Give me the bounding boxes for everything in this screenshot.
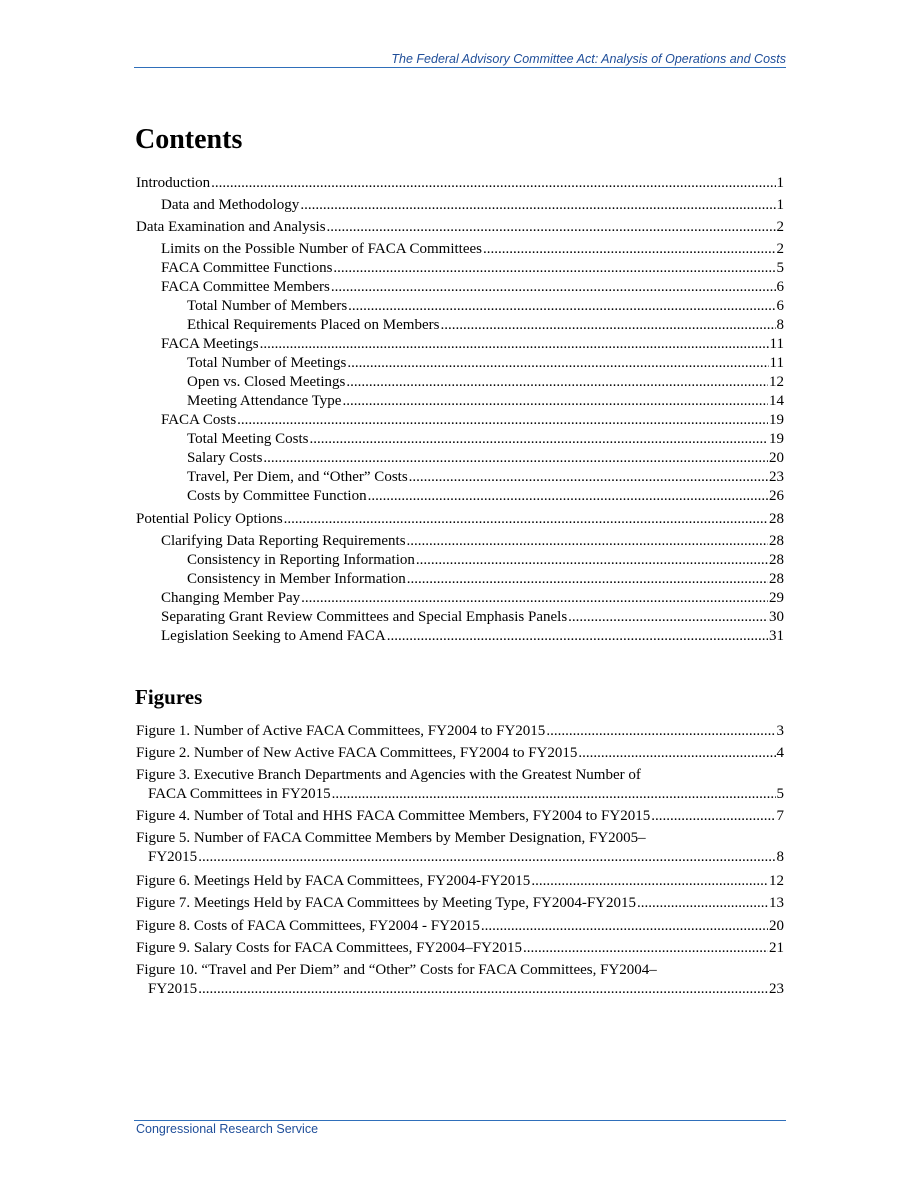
dot-leader (263, 449, 768, 468)
figure-entry-5[interactable] (136, 848, 784, 867)
toc-entry-label: Limits on the Possible Number of FACA Committees (161, 241, 482, 257)
dot-leader (300, 196, 775, 215)
figure-entry-4[interactable] (136, 807, 784, 826)
toc-entry-total-meeting-costs[interactable] (136, 430, 784, 449)
dot-leader (327, 218, 776, 237)
figure-entry-9[interactable] (136, 939, 784, 958)
figure-entry-5-first-line[interactable]: Figure 5. Number of FACA Committee Members by Member Designation, FY2005– (136, 830, 646, 846)
toc-entry-page: 11 (769, 355, 784, 371)
figure-entry-page: 3 (776, 723, 784, 739)
toc-entry-introduction[interactable] (136, 174, 784, 193)
dot-leader (481, 917, 768, 936)
toc-entry-label: Consistency in Reporting Information (187, 552, 415, 568)
figure-entry-label-continued: FY2015 (148, 981, 198, 997)
toc-entry-costs-by-function[interactable] (136, 487, 784, 506)
toc-entry-faca-costs[interactable] (136, 411, 784, 430)
figure-entry-7[interactable] (136, 894, 784, 913)
dot-leader (531, 872, 768, 891)
toc-entry-clarifying-requirements[interactable] (136, 532, 784, 551)
dot-leader (348, 297, 775, 316)
dot-leader (309, 430, 768, 449)
toc-entry-label: Open vs. Closed Meetings (187, 374, 346, 390)
dot-leader (198, 848, 775, 867)
figure-entry-label: Figure 1. Number of Active FACA Committees, FY2004 to FY2015 (136, 723, 546, 739)
dot-leader (332, 785, 776, 804)
toc-entry-page: 14 (769, 393, 784, 409)
toc-entry-label: Introduction (136, 175, 211, 191)
toc-entry-label: Data Examination and Analysis (136, 219, 326, 235)
figure-entry-page: 4 (776, 745, 784, 761)
toc-entry-page: 30 (769, 609, 784, 625)
dot-leader (198, 980, 768, 999)
toc-entry-faca-meetings[interactable] (136, 335, 784, 354)
figure-entry-label: Figure 4. Number of Total and HHS FACA Committee Members, FY2004 to FY2015 (136, 808, 651, 824)
figure-entry-8[interactable] (136, 917, 784, 936)
toc-entry-policy-options[interactable] (136, 510, 784, 529)
toc-entry-open-closed[interactable] (136, 373, 784, 392)
toc-entry-travel-costs[interactable] (136, 468, 784, 487)
toc-entry-limits[interactable] (136, 240, 784, 259)
toc-entry-page: 20 (769, 450, 784, 466)
toc-entry-page: 8 (776, 317, 784, 333)
toc-entry-label: FACA Meetings (161, 336, 259, 352)
dot-leader (407, 532, 768, 551)
toc-entry-label: FACA Committee Members (161, 279, 330, 295)
figure-entry-6[interactable] (136, 872, 784, 891)
figure-entry-3[interactable] (136, 785, 784, 804)
figures-list (136, 722, 784, 1002)
dot-leader (651, 807, 775, 826)
figure-entry-3-first-line[interactable]: Figure 3. Executive Branch Departments and Agencies with the Greatest Number of (136, 767, 641, 783)
toc-entry-page: 2 (776, 219, 784, 235)
toc-entry-data-and-methodology[interactable] (136, 196, 784, 215)
figure-entry-2[interactable] (136, 744, 784, 763)
toc-entry-label: Consistency in Member Information (187, 571, 406, 587)
figures-heading: Figures (135, 685, 203, 709)
figure-entry-label: Figure 9. Salary Costs for FACA Committees, FY2004–FY2015 (136, 940, 522, 956)
toc-entry-page: 2 (776, 241, 784, 257)
dot-leader (387, 627, 768, 646)
toc-entry-attendance-type[interactable] (136, 392, 784, 411)
toc-entry-page: 6 (776, 298, 784, 314)
dot-leader (301, 589, 768, 608)
toc-entry-salary-costs[interactable] (136, 449, 784, 468)
toc-entry-committee-members[interactable] (136, 278, 784, 297)
dot-leader (331, 278, 776, 297)
toc-entry-label: FACA Costs (161, 412, 237, 428)
figure-entry-label-continued: FY2015 (148, 849, 198, 865)
toc-entry-label: FACA Committee Functions (161, 260, 333, 276)
toc-entry-page: 11 (769, 336, 784, 352)
figure-entry-label: Figure 2. Number of New Active FACA Committees, FY2004 to FY2015 (136, 745, 578, 761)
dot-leader (546, 722, 775, 741)
toc-entry-label: Potential Policy Options (136, 511, 283, 527)
contents-list (136, 174, 784, 654)
toc-entry-page: 31 (769, 628, 784, 644)
toc-entry-page: 29 (769, 590, 784, 606)
dot-leader (416, 551, 768, 570)
toc-entry-page: 28 (769, 571, 784, 587)
toc-entry-page: 19 (769, 412, 784, 428)
toc-entry-page: 5 (776, 260, 784, 276)
toc-entry-page: 1 (776, 175, 784, 191)
dot-leader (637, 894, 768, 913)
dot-leader (440, 316, 775, 335)
dot-leader (333, 259, 775, 278)
figure-entry-label-continued: FACA Committees in FY2015 (148, 786, 331, 802)
dot-leader (260, 335, 769, 354)
dot-leader (407, 570, 768, 589)
toc-entry-page: 28 (769, 511, 784, 527)
figure-entry-page: 13 (769, 895, 784, 911)
figure-entry-label: Figure 6. Meetings Held by FACA Committees, FY2004-FY2015 (136, 873, 531, 889)
running-header: The Federal Advisory Committee Act: Analysis of Operations and Costs (134, 52, 786, 68)
toc-entry-page: 26 (769, 488, 784, 504)
toc-entry-label: Separating Grant Review Committees and Special Emphasis Panels (161, 609, 568, 625)
toc-entry-label: Ethical Requirements Placed on Members (187, 317, 440, 333)
figure-entry-label: Figure 8. Costs of FACA Committees, FY2004 - FY2015 (136, 918, 480, 934)
toc-entry-label: Total Number of Meetings (187, 355, 347, 371)
toc-entry-consistency-member[interactable] (136, 570, 784, 589)
figure-entry-10-first-line[interactable]: Figure 10. “Travel and Per Diem” and “Other” Costs for FACA Committees, FY2004– (136, 962, 657, 978)
toc-entry-separating-grant-review[interactable] (136, 608, 784, 627)
toc-entry-label: Salary Costs (187, 450, 263, 466)
toc-entry-data-examination[interactable] (136, 218, 784, 237)
figure-entry-page: 7 (776, 808, 784, 824)
toc-entry-page: 1 (776, 197, 784, 213)
dot-leader (346, 373, 768, 392)
figure-entry-page: 20 (769, 918, 784, 934)
toc-entry-page: 12 (769, 374, 784, 390)
toc-entry-label: Meeting Attendance Type (187, 393, 342, 409)
figure-entry-page: 21 (769, 940, 784, 956)
figure-entry-page: 12 (769, 873, 784, 889)
toc-entry-page: 28 (769, 533, 784, 549)
contents-heading: Contents (135, 124, 243, 155)
dot-leader (523, 939, 768, 958)
figure-entry-1[interactable] (136, 722, 784, 741)
toc-entry-label: Total Number of Members (187, 298, 348, 314)
dot-leader (342, 392, 768, 411)
toc-entry-consistency-reporting[interactable] (136, 551, 784, 570)
figure-entry-page: 8 (776, 849, 784, 865)
toc-entry-changing-member-pay[interactable] (136, 589, 784, 608)
toc-entry-ethical-requirements[interactable] (136, 316, 784, 335)
toc-entry-total-members[interactable] (136, 297, 784, 316)
toc-entry-page: 19 (769, 431, 784, 447)
toc-entry-page: 23 (769, 469, 784, 485)
dot-leader (211, 174, 775, 193)
toc-entry-label: Legislation Seeking to Amend FACA (161, 628, 386, 644)
toc-entry-page: 6 (776, 279, 784, 295)
toc-entry-label: Total Meeting Costs (187, 431, 309, 447)
dot-leader (237, 411, 768, 430)
dot-leader (284, 510, 768, 529)
toc-entry-legislation[interactable] (136, 627, 784, 646)
toc-entry-label: Changing Member Pay (161, 590, 301, 606)
dot-leader (483, 240, 776, 259)
figure-entry-label: Figure 7. Meetings Held by FACA Committees by Meeting Type, FY2004-FY2015 (136, 895, 637, 911)
toc-entry-label: Clarifying Data Reporting Requirements (161, 533, 406, 549)
dot-leader (568, 608, 768, 627)
toc-entry-label: Travel, Per Diem, and “Other” Costs (187, 469, 408, 485)
figure-entry-page: 5 (776, 786, 784, 802)
dot-leader (347, 354, 768, 373)
figure-entry-page: 23 (769, 981, 784, 997)
dot-leader (409, 468, 768, 487)
footer-publisher: Congressional Research Service (136, 1122, 319, 1136)
toc-entry-label: Costs by Committee Function (187, 488, 367, 504)
figure-entry-10[interactable] (136, 980, 784, 999)
dot-leader (578, 744, 775, 763)
toc-entry-total-meetings[interactable] (136, 354, 784, 373)
dot-leader (368, 487, 768, 506)
toc-entry-label: Data and Methodology (161, 197, 300, 213)
toc-entry-committee-functions[interactable] (136, 259, 784, 278)
footer-rule (134, 1120, 786, 1121)
toc-entry-page: 28 (769, 552, 784, 568)
